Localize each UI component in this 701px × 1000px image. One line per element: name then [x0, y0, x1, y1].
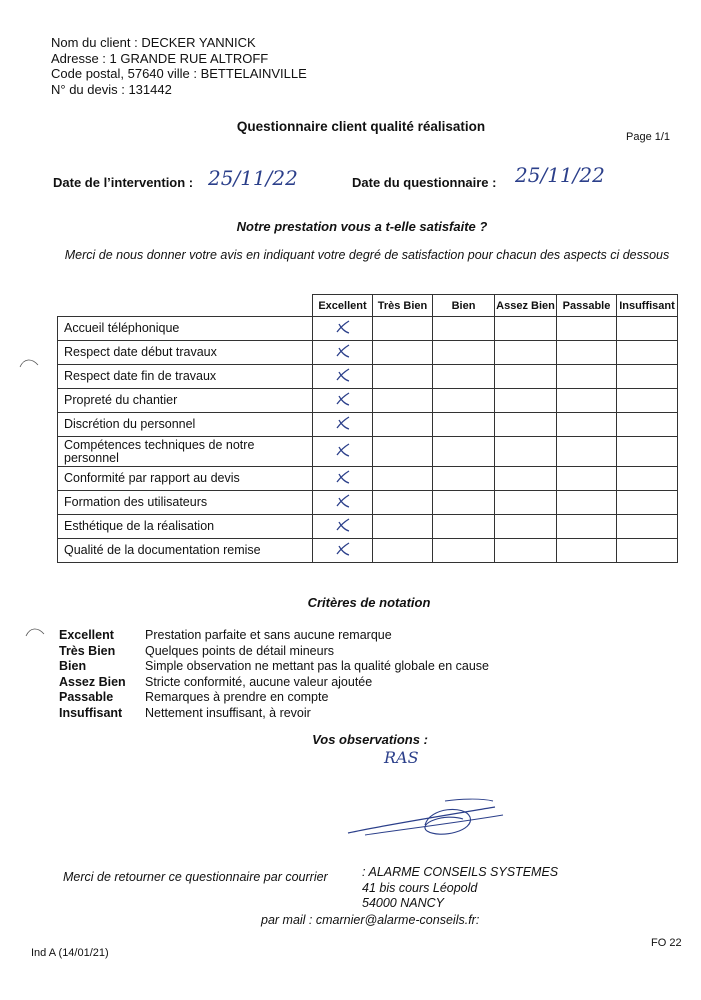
rating-cell[interactable]: [433, 539, 495, 563]
hole-punch-mark: [18, 357, 40, 369]
rating-cell[interactable]: [495, 341, 557, 365]
rating-cell[interactable]: [313, 317, 373, 341]
handwritten-check-icon: [334, 516, 352, 534]
criteria-key: Insuffisant: [59, 705, 123, 720]
rating-cell[interactable]: [433, 389, 495, 413]
rating-cell[interactable]: [313, 515, 373, 539]
rating-cell[interactable]: [373, 515, 433, 539]
rating-cell[interactable]: [557, 491, 617, 515]
observations-heading: Vos observations :: [312, 732, 428, 747]
handwritten-check-icon: [334, 342, 352, 360]
rating-cell[interactable]: [313, 539, 373, 563]
criterion-label: Respect date fin de travaux: [58, 365, 313, 389]
rating-cell[interactable]: [495, 413, 557, 437]
rating-cell[interactable]: [557, 389, 617, 413]
handwritten-check-icon: [334, 441, 352, 459]
rating-cell[interactable]: [617, 491, 678, 515]
rating-cell[interactable]: [313, 437, 373, 467]
rating-cell[interactable]: [433, 365, 495, 389]
rating-cell[interactable]: [495, 437, 557, 467]
col-tres-bien: Très Bien: [373, 295, 433, 317]
rating-cell[interactable]: [373, 389, 433, 413]
table-row: [58, 467, 678, 491]
criteria-description: Remarques à prendre en compte: [145, 690, 329, 704]
rating-cell[interactable]: [557, 317, 617, 341]
client-postal-city: Code postal, 57640 ville : BETTELAINVILLE: [51, 66, 307, 81]
rating-cell[interactable]: [313, 491, 373, 515]
criteria-description: Stricte conformité, aucune valeur ajoutée: [145, 674, 373, 689]
observations-value: RAS: [384, 748, 419, 767]
handwritten-check-icon: [334, 390, 352, 408]
intro-text: Merci de nous donner votre avis en indiquant votre degré de satisfaction pour chacun des aspects ci dessous: [64, 248, 670, 262]
rating-cell[interactable]: [433, 491, 495, 515]
table-row: [58, 317, 678, 341]
rating-cell[interactable]: [495, 467, 557, 491]
col-passable: Passable: [557, 295, 617, 317]
signature: [345, 795, 505, 843]
rating-cell[interactable]: [557, 467, 617, 491]
criterion-label: Accueil téléphonique: [58, 317, 313, 341]
criterion-label: Qualité de la documentation remise: [58, 539, 313, 563]
city-line: 54000 NANCY: [362, 896, 444, 910]
table-row: [58, 437, 678, 467]
rating-cell[interactable]: [617, 365, 678, 389]
criteria-key: Très Bien: [59, 643, 116, 658]
criterion-label: Discrétion du personnel: [58, 413, 313, 437]
rating-cell[interactable]: [373, 491, 433, 515]
rating-cell[interactable]: [557, 539, 617, 563]
criteria-heading: Critères de notation: [307, 595, 431, 610]
rating-cell[interactable]: [433, 437, 495, 467]
col-assez-bien: Assez Bien: [495, 295, 557, 317]
satisfaction-question: Notre prestation vous a t-elle satisfaite ?: [236, 219, 488, 234]
criterion-label: Respect date début travaux: [58, 341, 313, 365]
col-bien: Bien: [433, 295, 495, 317]
rating-cell[interactable]: [313, 413, 373, 437]
rating-cell[interactable]: [495, 365, 557, 389]
intervention-date-label: Date de l’intervention :: [53, 175, 194, 190]
rating-cell[interactable]: [617, 341, 678, 365]
rating-cell[interactable]: [313, 341, 373, 365]
rating-cell[interactable]: [373, 413, 433, 437]
criteria-key: Passable: [59, 690, 114, 704]
criteria-key: Excellent: [59, 628, 114, 642]
table-row: [58, 539, 678, 563]
rating-cell[interactable]: [373, 467, 433, 491]
rating-cell[interactable]: [433, 317, 495, 341]
table-row: [58, 389, 678, 413]
rating-cell[interactable]: [617, 515, 678, 539]
criterion-label: Formation des utilisateurs: [58, 491, 313, 515]
rating-cell[interactable]: [313, 389, 373, 413]
rating-cell[interactable]: [373, 539, 433, 563]
questionnaire-date-value: 25/11/22: [515, 163, 605, 187]
table-row: [58, 413, 678, 437]
handwritten-check-icon: [334, 492, 352, 510]
rating-cell[interactable]: [433, 341, 495, 365]
table-corner: [58, 295, 313, 317]
company-name: : ALARME CONSEILS SYSTEMES: [362, 865, 559, 879]
rating-cell[interactable]: [373, 437, 433, 467]
criterion-label: Compétences techniques de notre personnel: [58, 437, 313, 467]
table-row: [58, 365, 678, 389]
table-row: [58, 341, 678, 365]
criterion-label: Esthétique de la réalisation: [58, 515, 313, 539]
handwritten-check-icon: [334, 318, 352, 336]
rating-cell[interactable]: [557, 437, 617, 467]
client-info-block: [51, 35, 307, 97]
rating-cell[interactable]: [557, 413, 617, 437]
rating-cell[interactable]: [557, 341, 617, 365]
rating-cell[interactable]: [433, 515, 495, 539]
client-address: Adresse : 1 GRANDE RUE ALTROFF: [51, 50, 269, 66]
rating-cell[interactable]: [373, 317, 433, 341]
rating-cell[interactable]: [313, 467, 373, 491]
criteria-key: Bien: [59, 659, 87, 673]
handwritten-check-icon: [334, 414, 352, 432]
rating-table: [57, 294, 678, 563]
criterion-label: Conformité par rapport au devis: [58, 467, 313, 491]
col-insuffisant: Insuffisant: [617, 295, 678, 317]
rating-cell[interactable]: [557, 515, 617, 539]
rating-cell[interactable]: [557, 365, 617, 389]
criterion-label: Propreté du chantier: [58, 389, 313, 413]
rating-cell[interactable]: [617, 317, 678, 341]
handwritten-check-icon: [334, 468, 352, 486]
rating-cell[interactable]: [495, 491, 557, 515]
client-name: Nom du client : DECKER YANNICK: [51, 35, 256, 50]
rating-cell[interactable]: [617, 467, 678, 491]
rating-cell[interactable]: [495, 515, 557, 539]
document-title: Questionnaire client qualité réalisation: [236, 119, 486, 134]
return-address: [362, 865, 558, 912]
criteria-description: Nettement insuffisant, à revoir: [145, 705, 311, 720]
table-row: [58, 491, 678, 515]
rating-cell[interactable]: [617, 413, 678, 437]
rating-cell[interactable]: [617, 389, 678, 413]
hole-punch-mark: [24, 626, 46, 638]
quote-number: N° du devis : 131442: [51, 81, 172, 97]
criteria-description: Simple observation ne mettant pas la qualité globale en cause: [145, 659, 489, 673]
table-row: [58, 515, 678, 539]
criteria-description: Quelques points de détail mineurs: [145, 643, 335, 658]
rating-cell[interactable]: [495, 539, 557, 563]
rating-cell[interactable]: [313, 365, 373, 389]
mail-line: par mail : cmarnier@alarme-conseils.fr:: [261, 913, 480, 927]
rating-cell[interactable]: [495, 317, 557, 341]
rating-cell[interactable]: [373, 365, 433, 389]
rating-cell[interactable]: [433, 413, 495, 437]
intervention-date-value: 25/11/22: [208, 166, 298, 190]
col-excellent: Excellent: [313, 295, 373, 317]
rating-cell[interactable]: [373, 341, 433, 365]
rating-cell[interactable]: [617, 539, 678, 563]
return-instruction: Merci de retourner ce questionnaire par courrier: [63, 870, 328, 884]
handwritten-check-icon: [334, 540, 352, 558]
questionnaire-date-label: Date du questionnaire :: [352, 175, 497, 190]
street-line: 41 bis cours Léopold: [362, 880, 478, 895]
criteria-key: Assez Bien: [59, 674, 126, 689]
footer-revision: Ind A (14/01/21): [31, 947, 109, 959]
rating-cell[interactable]: [617, 437, 678, 467]
footer-form-code: FO 22: [651, 937, 682, 949]
rating-cell[interactable]: [433, 467, 495, 491]
rating-cell[interactable]: [495, 389, 557, 413]
page-number: Page 1/1: [626, 131, 671, 143]
handwritten-check-icon: [334, 366, 352, 384]
criteria-description: Prestation parfaite et sans aucune remarque: [145, 628, 392, 642]
